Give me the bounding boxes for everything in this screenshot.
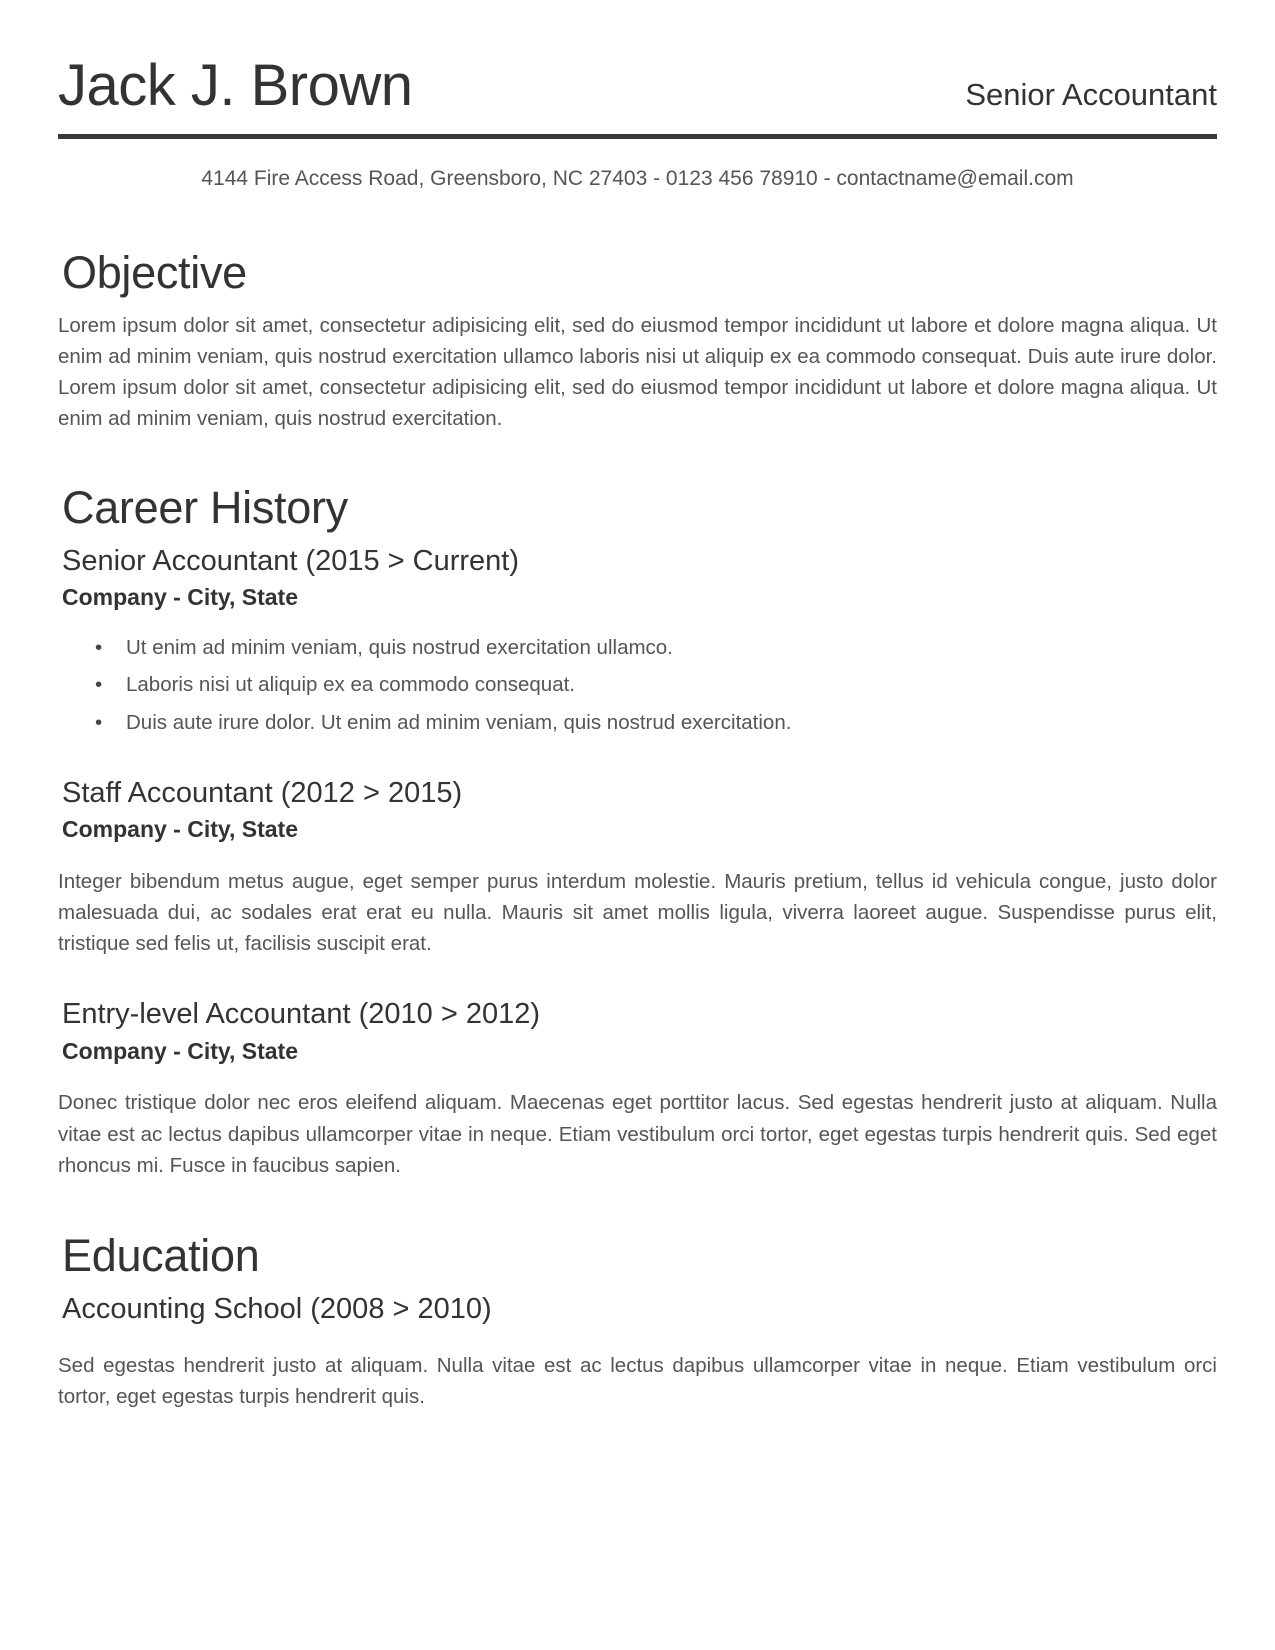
section-heading-objective: Objective — [62, 247, 247, 299]
list-item — [58, 632, 1217, 663]
career-entry-description: Donec tristique dolor nec eros eleifend aliquam. Maecenas eget porttitor lacus. Sed egestas hendrerit justo at aliquam. Nulla vitae est ac lectus dapibus ullamcorper vitae in neque. Etiam vestibulum orci tortor, eget egestas turpis hendrerit quis. Sed eget rhoncus mi. Fusce in faucibus sapien. — [58, 1091, 1217, 1177]
list-item — [58, 707, 1217, 738]
bullet-icon: • — [95, 636, 103, 660]
career-entry-title: Entry-level Accountant (2010 > 2012) — [62, 998, 540, 1031]
career-entry-bullet-list — [58, 632, 1217, 737]
section-objective — [58, 248, 1217, 434]
career-entry-title: Staff Accountant (2012 > 2015) — [62, 776, 463, 809]
list-item-label: Duis aute irure dolor. Ut enim ad minim veniam, quis nostrud exercitation. — [126, 710, 792, 734]
career-entry — [58, 997, 1217, 1181]
career-entry-company: Company - City, State — [62, 1037, 298, 1064]
section-heading-career-history: Career History — [62, 481, 348, 533]
career-entry-company: Company - City, State — [62, 584, 298, 611]
section-education — [58, 1231, 1217, 1412]
career-entry-title: Senior Accountant (2015 > Current) — [62, 545, 520, 578]
career-entry-company: Company - City, State — [62, 816, 298, 843]
education-entry-description: Sed egestas hendrerit justo at aliquam. Nulla vitae est ac lectus dapibus ullamcorper vitae in neque. Etiam vestibulum orci tortor, eget egestas turpis hendrerit quis. — [58, 1353, 1217, 1408]
list-item-label: Ut enim ad minim veniam, quis nostrud exercitation ullamco. — [126, 636, 673, 660]
career-entry — [58, 544, 1217, 738]
objective-text: Lorem ipsum dolor sit amet, consectetur adipisicing elit, sed do eiusmod tempor incididunt ut labore et dolore magna aliqua. Ut enim ad minim veniam, quis nostrud exercitation ullamco laboris nisi ut aliquip ex ea commodo consequat. Duis aute irure dolor. Lorem ipsum dolor sit amet, consectetur adipisicing elit, sed do eiusmod tempor incididunt ut labore et dolore magna aliqua. Ut enim ad minim veniam, quis nostrud exercitation. — [58, 313, 1217, 431]
career-entry-description: Integer bibendum metus augue, eget semper purus interdum molestie. Mauris pretium, tellus id vehicula congue, justo dolor malesuada dui, ac sodales erat erat eu nulla. Mauris sit amet mollis ligula, viverra laoreet augue. Suspendisse purus elit, tristique sed felis ut, facilisis suscipit erat. — [58, 869, 1217, 956]
career-entry — [58, 776, 1217, 960]
resume-header — [58, 0, 1217, 118]
section-heading-education: Education — [62, 1229, 260, 1281]
contact-info-line: 4144 Fire Access Road, Greensboro, NC 27403 - 0123 456 78910 - contactname@email.com — [201, 167, 1074, 191]
header-divider — [58, 134, 1217, 139]
list-item-label: Laboris nisi ut aliquip ex ea commodo consequat. — [126, 673, 575, 697]
education-entry — [58, 1292, 1217, 1412]
bullet-icon: • — [95, 673, 103, 697]
candidate-job-title: Senior Accountant — [965, 77, 1217, 112]
bullet-icon: • — [95, 710, 103, 734]
list-item — [58, 669, 1217, 700]
section-career-history — [58, 483, 1217, 1181]
candidate-name: Jack J. Brown — [58, 53, 413, 118]
education-entry-title: Accounting School (2008 > 2010) — [62, 1293, 492, 1326]
